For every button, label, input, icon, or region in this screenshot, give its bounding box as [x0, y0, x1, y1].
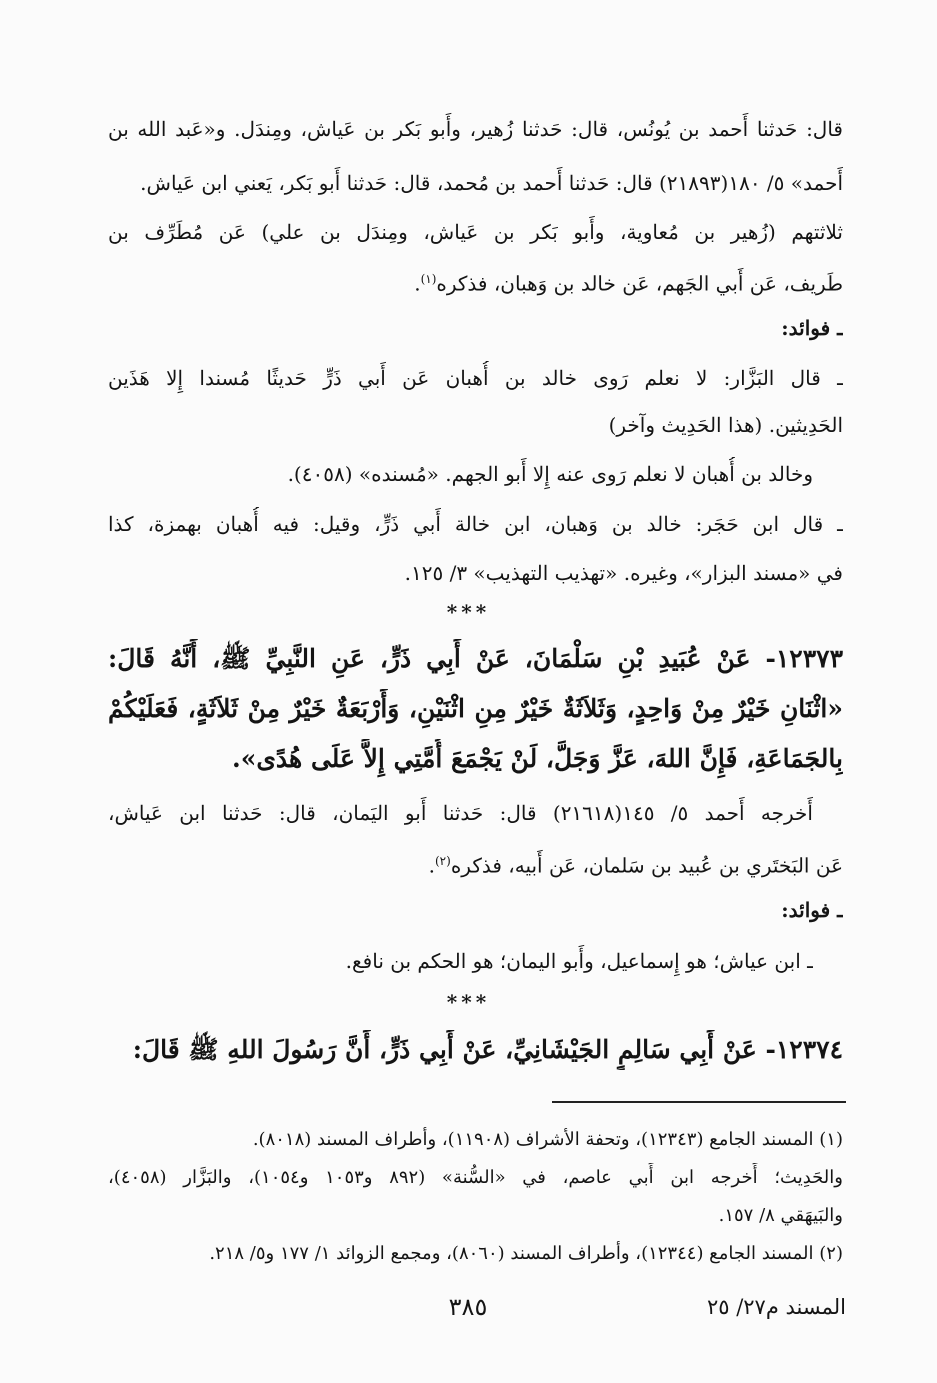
text-line: قال: حَدثنا أَحمد بن يُونُس، قال: حَدثنا زُهير، وأَبو بَكر بن عَياش، ومِندَل. و«عَبد الله بن — [108, 117, 843, 141]
section-heading: ـ فوائد: — [781, 316, 843, 340]
hadith-line: ١٢٣٧٣- عَنْ عُبَيدِ بْنِ سَلْمَانَ، عَنْ أَبِي ذَرٍّ، عَنِ النَّبِيِّ ﷺ، أَنَّهُ قَالَ: — [108, 644, 843, 673]
separator-stars: *** — [446, 990, 491, 1014]
text-span: طَريف، عَن أَبي الجَهم، عَن خالد بن وَهبان، فذكره — [436, 271, 843, 296]
footer-section-mark: المسند م٢٧/ ٢٥ — [706, 1295, 846, 1319]
text-line: أَخرجه أَحمد ٥/ ١٤٥(٢١٦١٨) قال: حَدثنا أَبو اليَمان، قال: حَدثنا ابن عَياش، — [108, 801, 813, 825]
text-line: ـ ابن عياش؛ هو إِسماعيل، وأَبو اليمان؛ هو الحكم بن نافع. — [345, 949, 813, 973]
text-line: وخالد بن أُهبان لا نعلم رَوى عنه إِلا أَبو الجهم. «مُسنده» (٤٠٥٨). — [287, 462, 813, 486]
hadith-line: ١٢٣٧٤- عَنْ أَبِي سَالِمٍ الجَيْشَانِيِّ، عَنْ أَبِي ذَرٍّ، أَنَّ رَسُولَ اللهِ ﷺ قَالَ: — [132, 1035, 843, 1064]
text-line: في «مسند البزار»، وغيره. «تهذيب التهذيب» ٣/ ١٢٥. — [404, 561, 843, 585]
text-line: ثلاثتهم (زُهير بن مُعاوية، وأَبو بَكر بن عَياش، ومِندَل بن علي) عَن مُطَرِّف بن — [108, 220, 843, 244]
footnote-line: والبَيهَقي ٨/ ١٥٧. — [718, 1205, 843, 1226]
text-line: أَحمد» ٥/ ١٨٠(٢١٨٩٣) قال: حَدثنا أَحمد بن مُحمد، قال: حَدثنا أَبو بَكر، يَعني ابن عَياش. — [140, 171, 843, 195]
page-number: ٣٨٥ — [448, 1293, 488, 1321]
text-line — [108, 262, 843, 296]
text-line: ـ قال ابن حَجَر: خالد بن وَهبان، ابن خالة أَبي ذَرٍّ، وقيل: فيه أُهبان بهمزة، كذا — [108, 512, 843, 536]
footnote-line: (٢) المسند الجامع (١٢٣٤٤)، وأطراف المسند (٨٠٦٠)، ومجمع الزوائد ١/ ١٧٧ و٥/ ٢١٨. — [209, 1243, 843, 1264]
footnote-line: والحَدِيث؛ أَخرجه ابن أَبي عاصم، في «السُّنة» (٨٩٢ و١٠٥٣ و١٠٥٤)، والبَزَّار (٤٠٥٨)، — [108, 1167, 843, 1188]
footnote-ref: (١) — [420, 272, 437, 286]
hadith-line: بِالجَمَاعَةِ، فَإِنَّ اللهَ، عَزَّ وَجَلَّ، لَنْ يَجْمَعَ أُمَّتِي إِلاَّ عَلَى هُدًى». — [232, 744, 843, 773]
text-span: . — [414, 271, 421, 296]
text-line — [108, 844, 843, 878]
footnote-ref: (٢) — [434, 854, 451, 868]
text-span: عَن البَختَري بن عُبيد بن سَلمان، عَن أَبيه، فذكره — [450, 853, 843, 878]
section-heading: ـ فوائد: — [781, 898, 843, 922]
footnote-rule — [552, 1101, 846, 1103]
text-line: الحَدِيثين. (هذا الحَدِيث وآخر) — [608, 413, 843, 437]
footnote-line: (١) المسند الجامع (١٢٣٤٣)، وتحفة الأشراف (١١٩٠٨)، وأطراف المسند (٨٠١٨). — [252, 1129, 843, 1150]
text-span: . — [428, 853, 435, 878]
text-line: ـ قال البَزَّار: لا نعلم رَوى خالد بن أُهبان عَن أَبي ذَرٍّ حَديثًا مُسندا إِلا هَذَين — [108, 366, 843, 390]
separator-stars: *** — [446, 600, 491, 624]
hadith-line: «اثْنَانِ خَيْرٌ مِنْ وَاحِدٍ، وَثَلاَثَةٌ خَيْرٌ مِنِ اثْنَيْنِ، وَأَرْبَعَةٌ خَيْرٌ مِنْ ثَلاَثَةٍ، فَعَلَيْكُمْ — [108, 694, 843, 723]
